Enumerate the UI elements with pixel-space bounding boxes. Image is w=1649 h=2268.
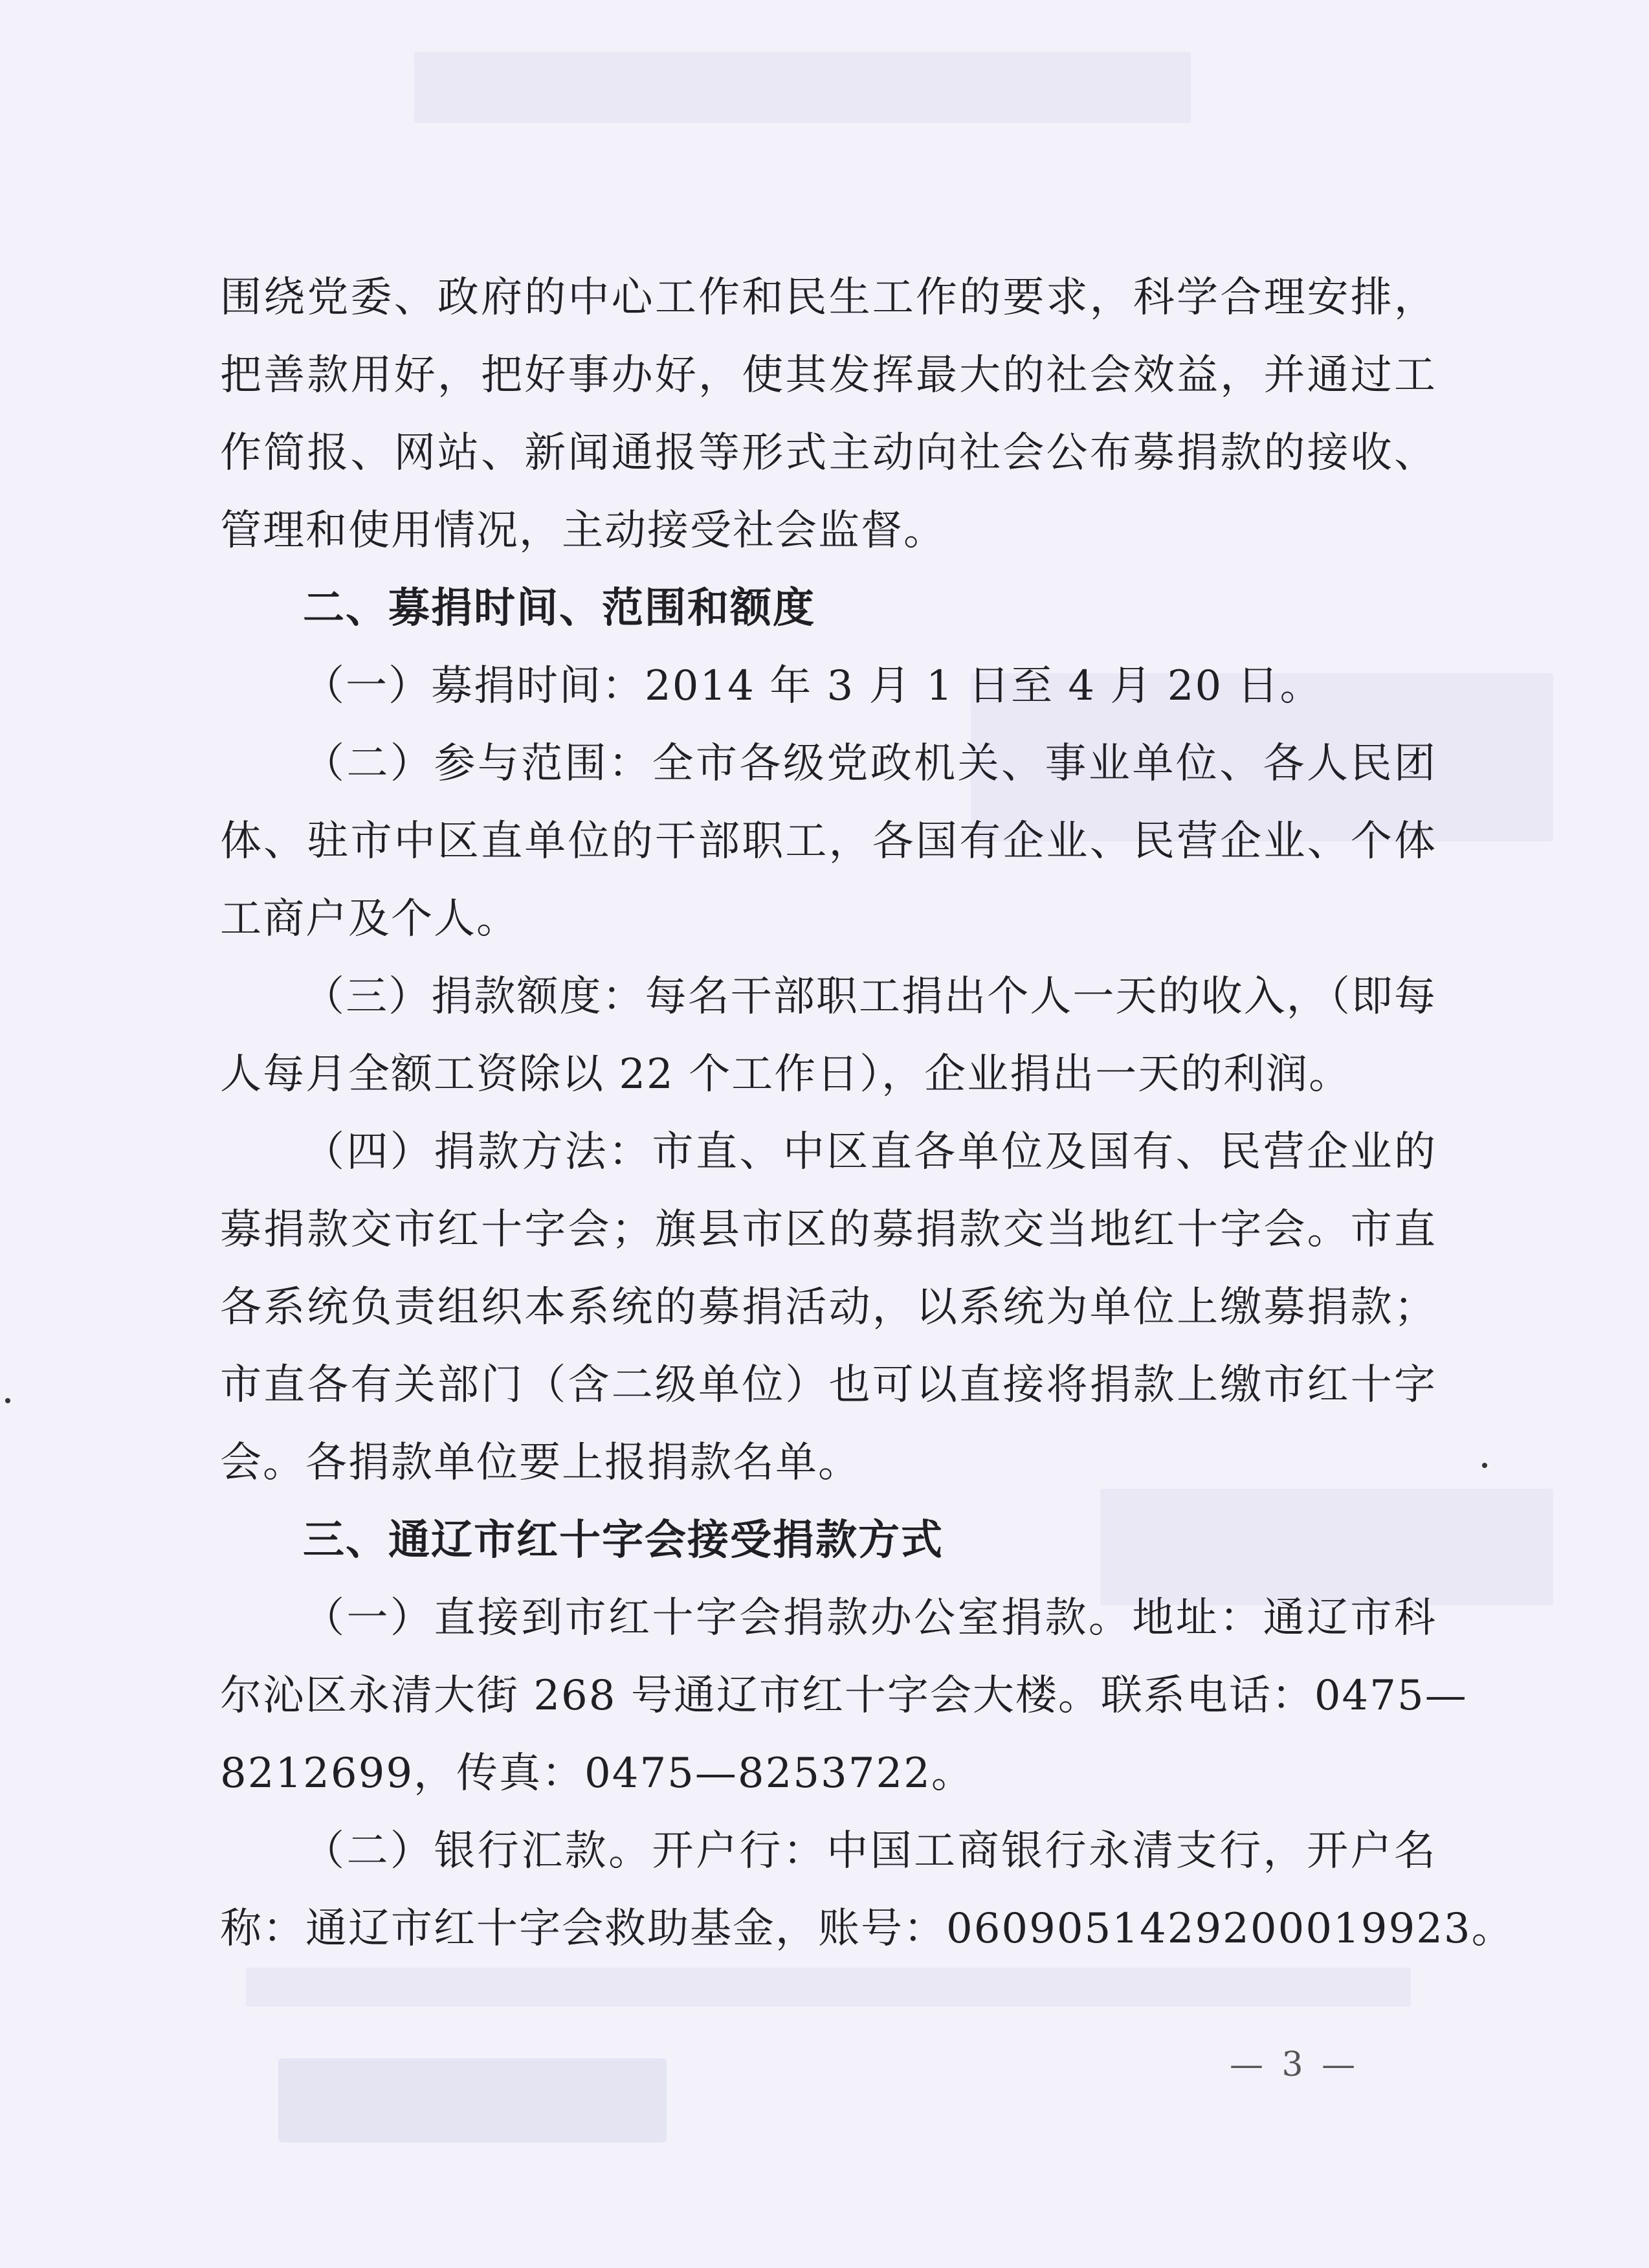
- section-heading: 三、通辽市红十字会接受捐款方式: [303, 1517, 944, 1564]
- bleed-through-mark: [414, 52, 1191, 123]
- scan-dot: [1482, 1463, 1487, 1468]
- text-line: 把善款用好，把好事办好，使其发挥最大的社会效益，并通过工: [220, 351, 1437, 399]
- section-heading: 二、募捐时间、范围和额度: [303, 584, 815, 632]
- text-line: 市直各有关部门（含二级单位）也可以直接将捐款上缴市红十字: [220, 1361, 1437, 1409]
- text-line: 体、驻市中区直单位的干部职工，各国有企业、民营企业、个体: [220, 817, 1437, 865]
- text-line: 8212699，传真：0475—8253722。: [220, 1750, 974, 1797]
- text-line: 尔沁区永清大街 268 号通辽市红十字会大楼。联系电话：0475—: [220, 1672, 1468, 1720]
- text-line: （一）直接到市红十字会捐款办公室捐款。地址：通辽市科: [303, 1594, 1437, 1642]
- text-line: 管理和使用情况，主动接受社会监督。: [220, 507, 946, 555]
- text-line: 工商户及个人。: [220, 895, 519, 943]
- text-line: 称：通辽市红十字会救助基金，账号：0609051429200019923。: [220, 1905, 1514, 1953]
- text-line: （二）参与范围：全市各级党政机关、事业单位、各人民团: [303, 740, 1437, 788]
- text-line: （一）募捐时间：2014 年 3 月 1 日至 4 月 20 日。: [303, 662, 1323, 710]
- bleed-through-stamp: [278, 2058, 667, 2142]
- text-line: （二）银行汇款。开户行：中国工商银行永清支行，开户名: [303, 1827, 1437, 1875]
- text-line: 各系统负责组织本系统的募捐活动，以系统为单位上缴募捐款；: [220, 1284, 1437, 1331]
- scan-dot: [5, 1398, 10, 1403]
- document-body: [220, 259, 1514, 1968]
- text-line: （三）捐款额度：每名干部职工捐出个人一天的收入，（即每: [303, 973, 1437, 1021]
- text-line: （四）捐款方法：市直、中区直各单位及国有、民营企业的: [303, 1128, 1437, 1176]
- text-line: 围绕党委、政府的中心工作和民生工作的要求，科学合理安排，: [220, 274, 1437, 322]
- bleed-through-mark: [246, 1968, 1411, 2007]
- text-line: 人每月全额工资除以 22 个工作日），企业捐出一天的利润。: [220, 1051, 1352, 1098]
- text-line: 作简报、网站、新闻通报等形式主动向社会公布募捐款的接收、: [220, 429, 1437, 477]
- text-line: 会。各捐款单位要上报捐款名单。: [220, 1439, 861, 1487]
- text-line: 募捐款交市红十字会；旗县市区的募捐款交当地红十字会。市直: [220, 1206, 1437, 1254]
- page-number: — 3 —: [1230, 2045, 1360, 2084]
